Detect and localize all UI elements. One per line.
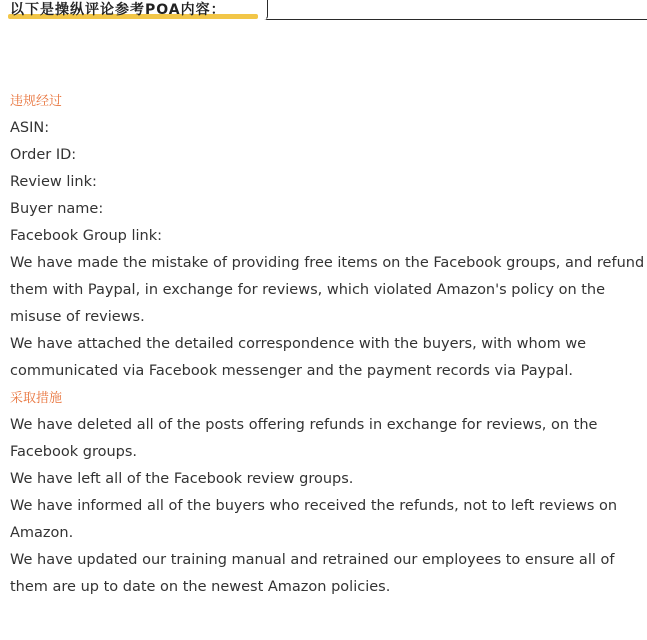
measures-line: Amazon. (10, 525, 74, 541)
violation-line: communicated via Facebook messenger and the payment records via Paypal. (10, 363, 573, 379)
field-buyer-name: Buyer name: (10, 201, 104, 217)
document-body (10, 88, 645, 601)
violation-line: misuse of reviews. (10, 309, 145, 325)
field-asin: ASIN: (10, 120, 50, 136)
measures-line: We have updated our training manual and retrained our employees to ensure all of (10, 552, 615, 568)
measures-line: Facebook groups. (10, 444, 138, 460)
page-title (10, 0, 226, 20)
violation-line: We have attached the detailed correspondence with the buyers, with whom we (10, 336, 587, 352)
field-order-id: Order ID: (10, 147, 77, 163)
measures-line: We have left all of the Facebook review groups. (10, 471, 354, 487)
measures-line: We have deleted all of the posts offering refunds in exchange for reviews, on the (10, 417, 598, 433)
violation-line: them with Paypal, in exchange for reviews, which violated Amazon's policy on the (10, 282, 606, 298)
measures-heading: 采取措施 (10, 391, 63, 406)
violation-heading: 违规经过 (10, 94, 63, 109)
field-review-link: Review link: (10, 174, 97, 190)
page-title-text: 以下是操纵评论参考POA内容： (10, 2, 226, 18)
header-title-container (0, 0, 268, 20)
field-facebook-group-link: Facebook Group link: (10, 228, 163, 244)
measures-line: them are up to date on the newest Amazon policies. (10, 579, 391, 595)
measures-line: We have informed all of the buyers who received the refunds, not to left reviews on (10, 498, 618, 514)
violation-line: We have made the mistake of providing free items on the Facebook groups, and refund (10, 255, 645, 271)
